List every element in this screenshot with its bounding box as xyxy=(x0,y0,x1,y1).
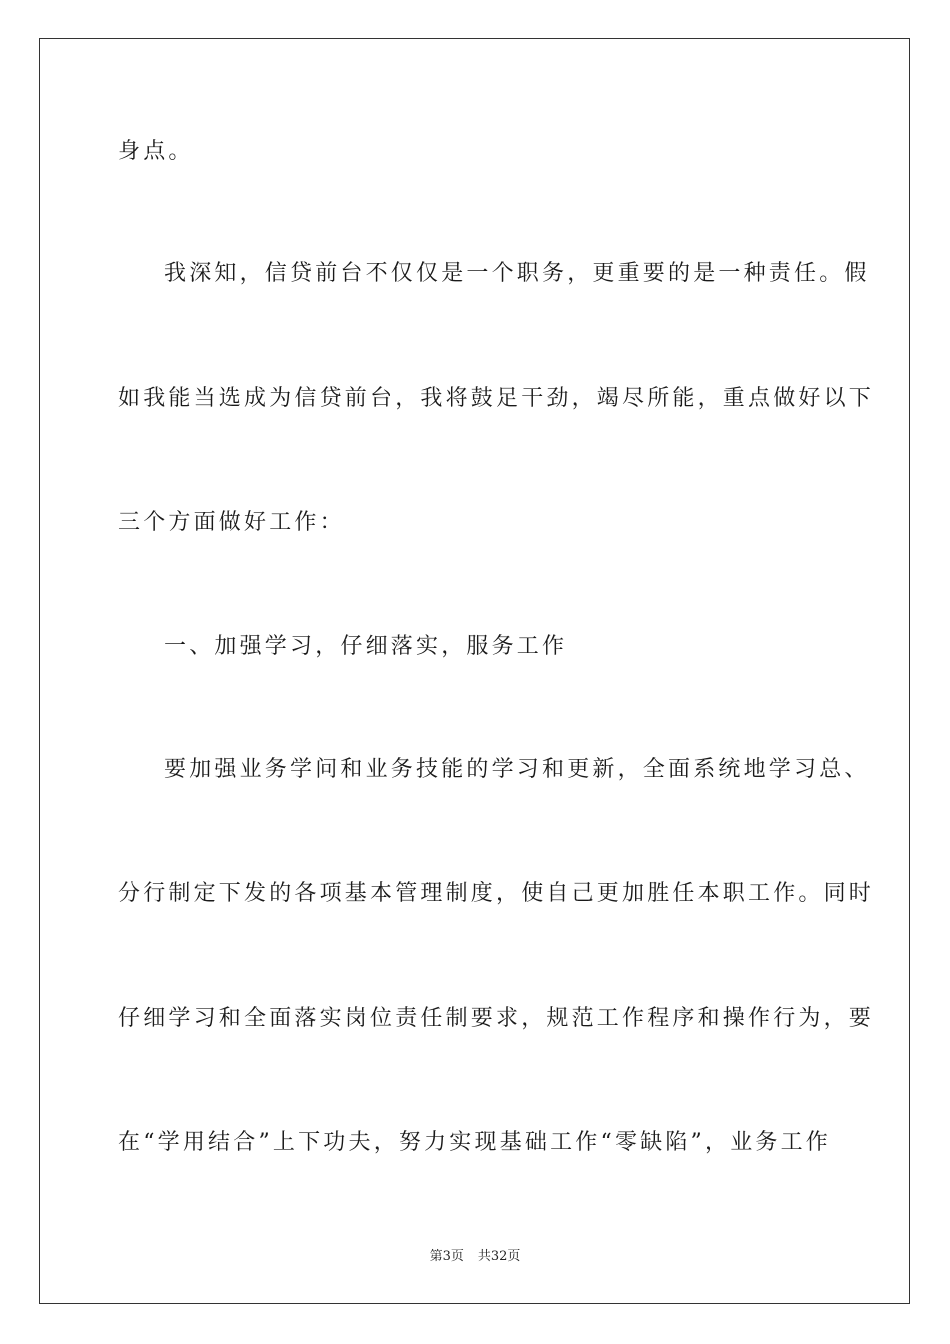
text-line-7: 分行制定下发的各项基本管理制度，使自己更加胜任本职工作。同时 xyxy=(118,881,875,906)
text-line-8: 仔细学习和全面落实岗位责任制要求，规范工作程序和操作行为，要 xyxy=(118,1006,875,1031)
text-line-2: 我深知，信贷前台不仅仅是一个职务，更重要的是一种责任。假 xyxy=(164,261,870,286)
section-heading: 一、加强学习，仔细落实，服务工作 xyxy=(164,634,568,659)
page-footer xyxy=(0,1245,950,1264)
text-line-1: 身点。 xyxy=(118,139,194,164)
page-number: 第3页 xyxy=(429,1249,464,1264)
text-line-6: 要加强业务学问和业务技能的学习和更新，全面系统地学习总、 xyxy=(164,757,870,782)
page-total: 共32页 xyxy=(477,1249,521,1264)
page-border xyxy=(39,38,910,1304)
text-line-9: 在“学用结合”上下功夫，努力实现基础工作“零缺陷”，业务工作 xyxy=(118,1130,831,1155)
text-line-3: 如我能当选成为信贷前台，我将鼓足干劲，竭尽所能，重点做好以下 xyxy=(118,386,875,411)
text-line-4: 三个方面做好工作： xyxy=(118,510,345,535)
